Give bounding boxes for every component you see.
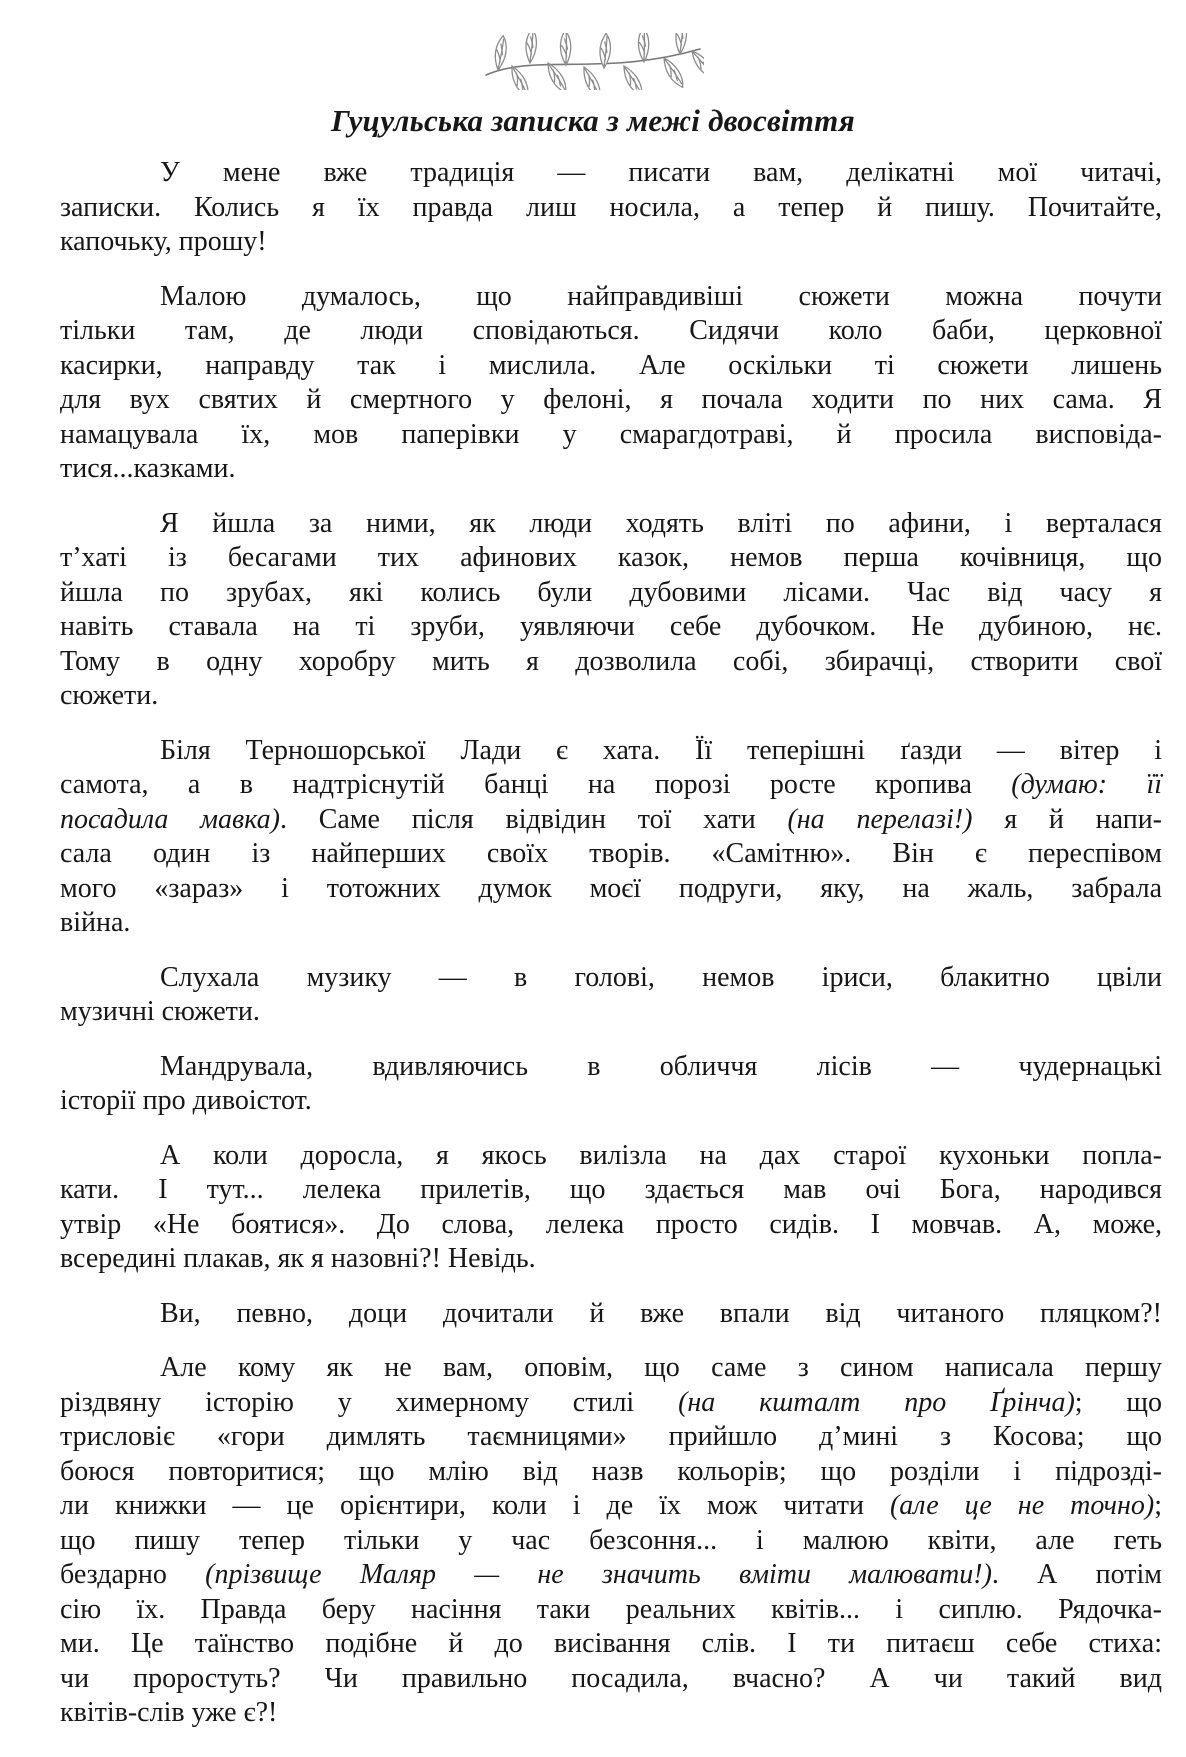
text-segment: (прізвище Маляр — не значить вміти малювати!) bbox=[205, 1559, 992, 1590]
text-line bbox=[60, 541, 1162, 576]
article-body bbox=[0, 156, 1186, 1731]
ornament-wrap bbox=[0, 0, 1186, 90]
text-segment: (на перелазі!) bbox=[787, 803, 973, 835]
text-line bbox=[60, 1297, 1162, 1332]
text-line bbox=[60, 349, 1162, 384]
text-segment: війна. bbox=[60, 907, 131, 938]
text-segment: Біля Терношорської Лади є хата. Її теперішні ґазди — вітер і bbox=[160, 734, 1162, 766]
text-segment: Але кому як не вам, оповім, що саме з сином написала першу bbox=[160, 1352, 1162, 1383]
text-line bbox=[60, 1386, 1162, 1421]
text-line bbox=[60, 872, 1162, 907]
text-line bbox=[60, 906, 1162, 941]
text-segment: ми. Це таїнство подібне й до висівання слів. І ти питаєш себе стиха: bbox=[60, 1628, 1162, 1659]
text-segment: сюжети. bbox=[60, 680, 159, 711]
text-segment: я й напи- bbox=[972, 803, 1162, 835]
text-line bbox=[60, 383, 1162, 418]
paragraph bbox=[60, 280, 1162, 487]
text-segment: Слухала музику — в голові, немов іриси, блакитно цвіли bbox=[160, 961, 1162, 993]
text-segment: історії про дивоістот. bbox=[60, 1085, 312, 1116]
text-segment: . А потім bbox=[991, 1559, 1163, 1590]
text-segment: касирки, направду так і мислила. Але оскільки ті сюжети лишень bbox=[60, 349, 1162, 381]
text-segment: ли книжки — це орієнтири, коли і де їх мож читати bbox=[60, 1490, 890, 1521]
text-line bbox=[60, 645, 1162, 680]
text-segment: боюся повторитися; що млію від назв кольорів; що розділи і підрозді- bbox=[60, 1455, 1162, 1487]
text-segment: сала один із найперших своїх творів. «Самітню». Він є переспівом bbox=[60, 838, 1162, 869]
text-segment: різдвяну історію у химерному стилі bbox=[60, 1386, 679, 1418]
text-line bbox=[60, 314, 1162, 349]
text-segment: йшла по зрубах, які колись були дубовими лісами. Час від часу я bbox=[60, 576, 1162, 608]
text-segment: сію їх. Правда беру насіння таки реальних квітів... і сиплю. Рядочка- bbox=[60, 1593, 1162, 1625]
text-segment: (думаю: її bbox=[1011, 769, 1162, 800]
text-line bbox=[60, 1084, 1162, 1119]
text-segment: А коли доросла, я якось вилізла на дах старої кухоньки попла- bbox=[160, 1139, 1162, 1171]
text-segment: посадила мавка) bbox=[60, 803, 280, 835]
text-line bbox=[60, 1593, 1162, 1628]
paragraph bbox=[60, 507, 1162, 714]
text-line bbox=[60, 1662, 1162, 1697]
text-segment: т’хаті із бесагами тих афинових казок, немов перша кочівниця, що bbox=[60, 542, 1162, 573]
text-segment: (на кшталт про Ґрінча) bbox=[678, 1386, 1075, 1418]
text-segment: бездарно bbox=[60, 1559, 206, 1590]
text-line bbox=[60, 1489, 1162, 1524]
text-line bbox=[60, 191, 1162, 226]
paragraph bbox=[60, 1351, 1162, 1731]
text-line bbox=[60, 803, 1162, 838]
text-segment: чи проростуть? Чи правильно посадила, вчасно? А чи такий вид bbox=[60, 1662, 1162, 1694]
text-line bbox=[60, 768, 1162, 803]
text-line bbox=[60, 995, 1162, 1030]
text-line bbox=[60, 1524, 1162, 1559]
text-line bbox=[60, 679, 1162, 714]
text-segment: утвір «Не боятися». До слова, лелека просто сидів. І мовчав. А, може, bbox=[60, 1208, 1162, 1240]
text-line bbox=[60, 156, 1162, 191]
text-line bbox=[60, 452, 1162, 487]
text-segment: тися...казками. bbox=[60, 453, 236, 484]
text-segment: мого «зараз» і тотожних думок моєї подруги, яку, на жаль, забрала bbox=[60, 872, 1162, 904]
paragraph bbox=[60, 734, 1162, 941]
text-segment: У мене вже традиція — писати вам, делікатні мої читачі, bbox=[160, 157, 1162, 188]
text-line bbox=[60, 1139, 1162, 1174]
text-segment: кати. І тут... лелека прилетів, що здається мав очі Бога, народився bbox=[60, 1174, 1162, 1205]
paragraph bbox=[60, 961, 1162, 1030]
paragraph bbox=[60, 1297, 1162, 1332]
text-segment: навіть ставала на ті зруби, уявляючи себе дубочком. Не дубиною, нє. bbox=[60, 611, 1162, 642]
text-segment: ; що bbox=[1074, 1386, 1162, 1418]
text-line bbox=[60, 961, 1162, 996]
text-segment: ; bbox=[1154, 1490, 1162, 1521]
page-title: Гуцульська записка з межі двосвіття bbox=[331, 103, 855, 138]
text-line bbox=[60, 576, 1162, 611]
text-line bbox=[60, 1455, 1162, 1490]
text-line bbox=[60, 418, 1162, 453]
text-line bbox=[60, 1050, 1162, 1085]
text-segment: трисловіє «гори димлять таємницями» прийшло д’мині з Косова; що bbox=[60, 1421, 1162, 1452]
text-segment: квітів-слів уже є?! bbox=[60, 1697, 278, 1728]
text-line bbox=[60, 734, 1162, 769]
text-segment: (але це не точно) bbox=[889, 1490, 1155, 1521]
text-line bbox=[60, 1208, 1162, 1243]
text-segment: Мандрувала, вдивляючись в обличчя лісів — чудернацькі bbox=[160, 1050, 1162, 1082]
text-line bbox=[60, 837, 1162, 872]
text-line bbox=[60, 1173, 1162, 1208]
text-segment: музичні сюжети. bbox=[60, 996, 260, 1027]
text-line bbox=[60, 1627, 1162, 1662]
text-segment: намацувала їх, мов паперівки у смарагдотраві, й просила висповіда- bbox=[60, 418, 1162, 450]
text-line bbox=[60, 507, 1162, 542]
paragraph bbox=[60, 1050, 1162, 1119]
text-segment: що пишу тепер тільки у час безсоння... і малюю квіти, але геть bbox=[60, 1524, 1162, 1556]
text-segment: Ви, певно, доци дочитали й вже впали від читаного пляцком?! bbox=[160, 1297, 1162, 1329]
text-line bbox=[60, 1558, 1162, 1593]
text-segment: самота, а в надтріснутій банці на порозі росте кропива bbox=[60, 769, 1012, 800]
text-line bbox=[60, 225, 1162, 260]
text-line bbox=[60, 1420, 1162, 1455]
paragraph bbox=[60, 1139, 1162, 1277]
text-segment: капочьку, прошу! bbox=[60, 226, 267, 257]
text-line bbox=[60, 610, 1162, 645]
paragraph bbox=[60, 156, 1162, 260]
text-segment: всередині плакав, як я назовні?! Невідь. bbox=[60, 1243, 536, 1274]
text-segment: тільки там, де люди сповідаються. Сидячи коло баби, церковної bbox=[60, 315, 1162, 346]
text-line bbox=[60, 1351, 1162, 1386]
text-line bbox=[60, 1242, 1162, 1277]
text-line bbox=[60, 280, 1162, 315]
text-line bbox=[60, 1696, 1162, 1731]
text-segment: Я йшла за ними, як люди ходять вліті по афини, і верталася bbox=[160, 507, 1162, 539]
text-segment: Малою думалось, що найправдивіші сюжети можна почути bbox=[160, 280, 1162, 312]
text-segment: записки. Колись я їх правда лиш носила, а тепер й пишу. Почитайте, bbox=[60, 191, 1162, 223]
text-segment: для вух святих й смертного у фелоні, я почала ходити по них сама. Я bbox=[60, 384, 1162, 415]
leaf-branch-icon bbox=[482, 33, 704, 90]
text-segment: Тому в одну хоробру мить я дозволила собі, збирачці, створити свої bbox=[60, 645, 1162, 677]
text-segment: . Саме після відвідин тої хати bbox=[279, 803, 788, 835]
